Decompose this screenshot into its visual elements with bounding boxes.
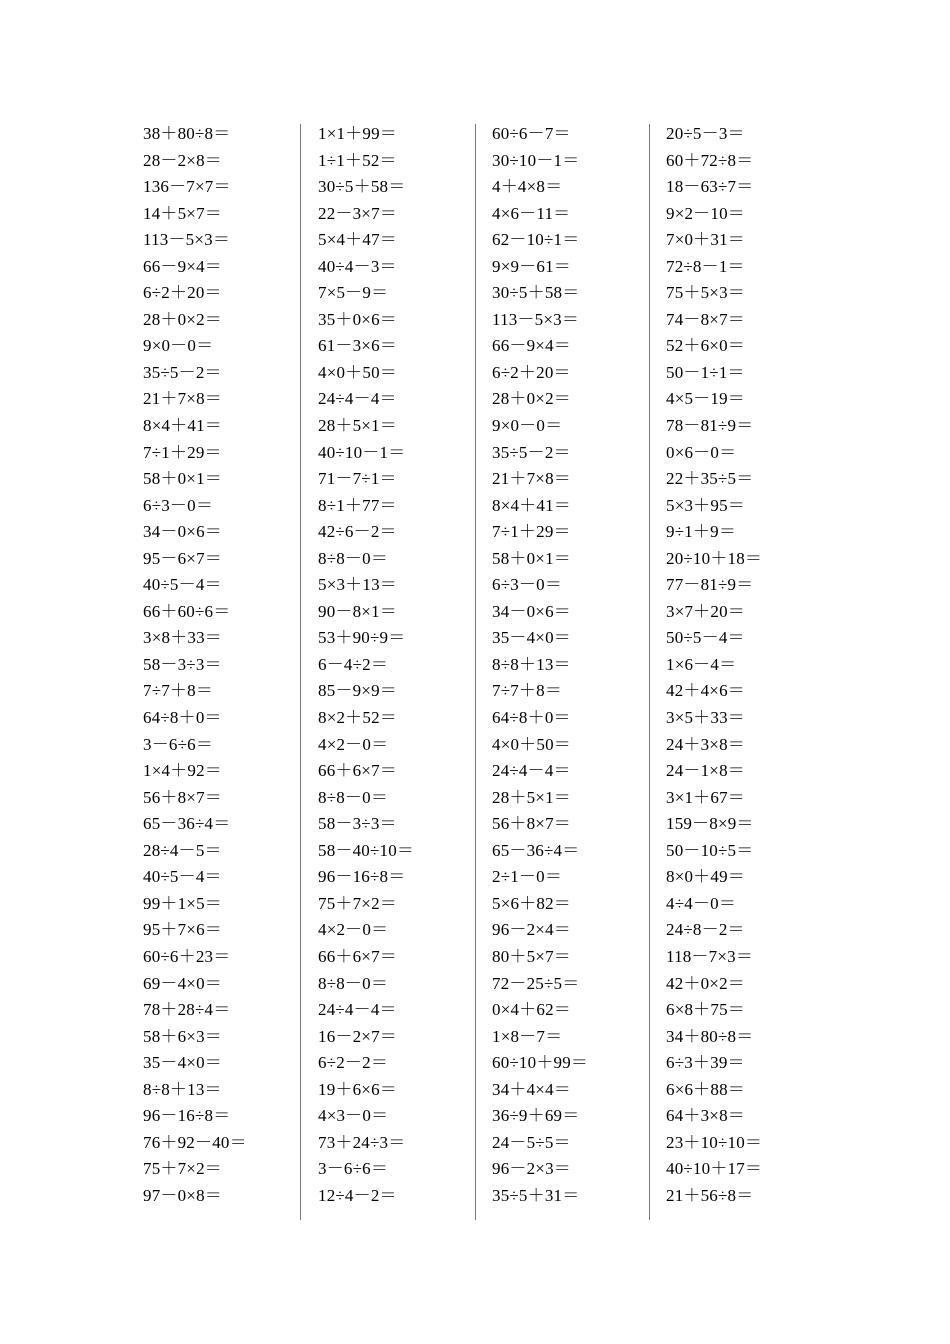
math-problem: 66－9×4＝ bbox=[143, 256, 222, 276]
math-problem: 64÷8＋0＝ bbox=[143, 708, 222, 728]
math-problem: 8÷8＋13＝ bbox=[143, 1079, 222, 1099]
column-divider-3 bbox=[649, 124, 650, 1220]
math-problem: 58－3÷3＝ bbox=[143, 654, 222, 674]
math-problem: 75＋7×2＝ bbox=[143, 1159, 222, 1179]
problem-column-1 bbox=[143, 121, 313, 1209]
math-problem: 58＋6×3＝ bbox=[143, 1026, 222, 1046]
math-problem: 24－5÷5＝ bbox=[492, 1132, 571, 1152]
math-problem: 62－10÷1＝ bbox=[492, 230, 580, 250]
math-problem: 60＋72÷8＝ bbox=[666, 150, 754, 170]
math-problem: 58＋0×1＝ bbox=[492, 548, 571, 568]
math-problem: 28÷4－5＝ bbox=[143, 840, 222, 860]
math-problem: 36÷9＋69＝ bbox=[492, 1106, 580, 1126]
math-problem: 96－2×3＝ bbox=[492, 1159, 571, 1179]
math-problem: 75＋7×2＝ bbox=[318, 893, 397, 913]
math-problem: 8×4＋41＝ bbox=[492, 495, 571, 515]
math-problem: 113－5×3＝ bbox=[492, 309, 580, 329]
math-problem: 66＋60÷6＝ bbox=[143, 601, 231, 621]
math-problem: 75＋5×3＝ bbox=[666, 283, 745, 303]
math-problem: 4＋4×8＝ bbox=[492, 177, 563, 197]
math-problem: 1×1＋99＝ bbox=[318, 124, 397, 143]
math-problem: 21＋56÷8＝ bbox=[666, 1185, 754, 1205]
math-problem: 5×4＋47＝ bbox=[318, 230, 397, 250]
math-problem: 64＋3×8＝ bbox=[666, 1106, 745, 1126]
math-problem: 19＋6×6＝ bbox=[318, 1079, 397, 1099]
math-problem: 118－7×3＝ bbox=[666, 946, 754, 966]
math-problem: 78＋28÷4＝ bbox=[143, 1000, 231, 1020]
math-problem: 6×6＋88＝ bbox=[666, 1079, 745, 1099]
column-divider-2 bbox=[475, 124, 476, 1220]
math-problem: 35÷5＋31＝ bbox=[492, 1185, 580, 1205]
math-problem: 40÷10＋17＝ bbox=[666, 1159, 763, 1179]
math-problem: 80＋5×7＝ bbox=[492, 946, 571, 966]
math-problem: 71－7÷1＝ bbox=[318, 469, 397, 489]
math-problem: 38＋80÷8＝ bbox=[143, 124, 231, 143]
math-problem: 53＋90÷9＝ bbox=[318, 628, 406, 648]
math-problem: 60÷10＋99＝ bbox=[492, 1053, 589, 1073]
math-problem: 24÷4－4＝ bbox=[318, 389, 397, 409]
math-problem: 6×8＋75＝ bbox=[666, 1000, 745, 1020]
math-problem: 61－3×6＝ bbox=[318, 336, 397, 356]
math-problem: 66－9×4＝ bbox=[492, 336, 571, 356]
math-problem: 4×2－0＝ bbox=[318, 920, 389, 940]
math-problem: 2÷1－0＝ bbox=[492, 867, 563, 887]
math-problem: 5×6＋82＝ bbox=[492, 893, 571, 913]
math-problem: 113－5×3＝ bbox=[143, 230, 231, 250]
math-problem: 96－16÷8＝ bbox=[143, 1106, 231, 1126]
math-problem: 28＋5×1＝ bbox=[318, 416, 397, 436]
math-problem: 4×5－19＝ bbox=[666, 389, 745, 409]
math-problem: 96－2×4＝ bbox=[492, 920, 571, 940]
math-problem: 6÷2＋20＝ bbox=[143, 283, 222, 303]
math-problem: 16－2×7＝ bbox=[318, 1026, 397, 1046]
math-problem: 52＋6×0＝ bbox=[666, 336, 745, 356]
math-problem: 1×8－7＝ bbox=[492, 1026, 563, 1046]
math-problem: 60÷6－7＝ bbox=[492, 124, 571, 143]
math-problem: 50－1÷1＝ bbox=[666, 362, 745, 382]
math-problem: 28＋5×1＝ bbox=[492, 787, 571, 807]
math-problem: 3×1＋67＝ bbox=[666, 787, 745, 807]
math-problem: 77－81÷9＝ bbox=[666, 575, 754, 595]
math-problem: 136－7×7＝ bbox=[143, 177, 231, 197]
math-problem: 65－36÷4＝ bbox=[492, 840, 580, 860]
math-problem: 9×0－0＝ bbox=[143, 336, 214, 356]
math-problem: 1÷1＋52＝ bbox=[318, 150, 397, 170]
math-problem: 28＋0×2＝ bbox=[492, 389, 571, 409]
math-problem: 99＋1×5＝ bbox=[143, 893, 222, 913]
math-problem: 35－4×0＝ bbox=[143, 1053, 222, 1073]
math-problem: 66＋6×7＝ bbox=[318, 761, 397, 781]
math-problem: 21＋7×8＝ bbox=[143, 389, 222, 409]
math-problem: 3－6÷6＝ bbox=[143, 734, 214, 754]
math-problem: 3×5＋33＝ bbox=[666, 708, 745, 728]
math-problem: 0×6－0＝ bbox=[666, 442, 737, 462]
math-problem: 30÷5＋58＝ bbox=[318, 177, 406, 197]
math-problem: 65－36÷4＝ bbox=[143, 814, 231, 834]
math-problem: 8×4＋41＝ bbox=[143, 416, 222, 436]
math-problem: 6－4÷2＝ bbox=[318, 654, 389, 674]
math-problem: 7÷7＋8＝ bbox=[492, 681, 563, 701]
math-problem: 22－3×7＝ bbox=[318, 203, 397, 223]
column-divider-1 bbox=[300, 124, 301, 1220]
math-problem: 20÷10＋18＝ bbox=[666, 548, 763, 568]
math-problem: 3－6÷6＝ bbox=[318, 1159, 389, 1179]
math-problem: 8÷1＋77＝ bbox=[318, 495, 397, 515]
math-problem: 40÷5－4＝ bbox=[143, 575, 222, 595]
math-problem: 6÷2－2＝ bbox=[318, 1053, 389, 1073]
math-problem: 30÷5＋58＝ bbox=[492, 283, 580, 303]
math-problem: 40÷4－3＝ bbox=[318, 256, 397, 276]
math-problem: 9×2－10＝ bbox=[666, 203, 745, 223]
problem-column-2 bbox=[318, 121, 488, 1209]
math-problem: 22＋35÷5＝ bbox=[666, 469, 754, 489]
math-problem: 30÷10－1＝ bbox=[492, 150, 580, 170]
math-problem: 7×0＋31＝ bbox=[666, 230, 745, 250]
math-problem: 4×3－0＝ bbox=[318, 1106, 389, 1126]
math-problem: 76＋92－40＝ bbox=[143, 1132, 247, 1152]
math-problem: 6÷3－0＝ bbox=[492, 575, 563, 595]
math-problem: 6÷3－0＝ bbox=[143, 495, 214, 515]
math-problem: 96－16÷8＝ bbox=[318, 867, 406, 887]
math-problem: 8÷8＋13＝ bbox=[492, 654, 571, 674]
math-problem: 12÷4－2＝ bbox=[318, 1185, 397, 1205]
math-problem: 28＋0×2＝ bbox=[143, 309, 222, 329]
math-problem: 8÷8－0＝ bbox=[318, 787, 389, 807]
math-problem: 21＋7×8＝ bbox=[492, 469, 571, 489]
math-problem: 6÷3＋39＝ bbox=[666, 1053, 745, 1073]
problem-column-3 bbox=[492, 121, 662, 1209]
math-problem: 8×0＋49＝ bbox=[666, 867, 745, 887]
math-problem: 90－8×1＝ bbox=[318, 601, 397, 621]
math-problem: 85－9×9＝ bbox=[318, 681, 397, 701]
math-problem: 1×6－4＝ bbox=[666, 654, 737, 674]
math-problem: 9×0－0＝ bbox=[492, 416, 563, 436]
math-problem: 4÷4－0＝ bbox=[666, 893, 737, 913]
math-problem: 34－0×6＝ bbox=[143, 522, 222, 542]
math-problem: 58＋0×1＝ bbox=[143, 469, 222, 489]
math-problem: 56＋8×7＝ bbox=[143, 787, 222, 807]
math-problem: 73＋24÷3＝ bbox=[318, 1132, 406, 1152]
math-problem: 7÷1＋29＝ bbox=[492, 522, 571, 542]
problem-column-4 bbox=[666, 121, 836, 1209]
math-problem: 74－8×7＝ bbox=[666, 309, 745, 329]
math-problem: 42÷6－2＝ bbox=[318, 522, 397, 542]
math-problem: 9÷1＋9＝ bbox=[666, 522, 737, 542]
math-problem: 95＋7×6＝ bbox=[143, 920, 222, 940]
math-problem: 34－0×6＝ bbox=[492, 601, 571, 621]
math-problem: 4×6－11＝ bbox=[492, 203, 571, 223]
math-problem: 20÷5－3＝ bbox=[666, 124, 745, 143]
math-problem: 8÷8－0＝ bbox=[318, 548, 389, 568]
math-problem: 35÷5－2＝ bbox=[143, 362, 222, 382]
math-problem: 72÷8－1＝ bbox=[666, 256, 745, 276]
math-problem: 50－10÷5＝ bbox=[666, 840, 754, 860]
math-problem: 72－25÷5＝ bbox=[492, 973, 580, 993]
math-problem: 40÷10－1＝ bbox=[318, 442, 406, 462]
math-problem: 18－63÷7＝ bbox=[666, 177, 754, 197]
math-problem: 58－3÷3＝ bbox=[318, 814, 397, 834]
math-problem: 5×3＋13＝ bbox=[318, 575, 397, 595]
math-problem: 6÷2＋20＝ bbox=[492, 362, 571, 382]
math-problem: 69－4×0＝ bbox=[143, 973, 222, 993]
math-problem: 35＋0×6＝ bbox=[318, 309, 397, 329]
math-problem: 9×9－61＝ bbox=[492, 256, 571, 276]
math-problem: 78－81÷9＝ bbox=[666, 416, 754, 436]
math-problem: 95－6×7＝ bbox=[143, 548, 222, 568]
math-problem: 35÷5－2＝ bbox=[492, 442, 571, 462]
math-problem: 4×0＋50＝ bbox=[492, 734, 571, 754]
math-problem: 56＋8×7＝ bbox=[492, 814, 571, 834]
math-problem: 24÷4－4＝ bbox=[492, 761, 571, 781]
math-problem: 42＋0×2＝ bbox=[666, 973, 745, 993]
math-problem: 8÷8－0＝ bbox=[318, 973, 389, 993]
math-problem: 24÷8－2＝ bbox=[666, 920, 745, 940]
math-problem: 3×7＋20＝ bbox=[666, 601, 745, 621]
math-problem: 159－8×9＝ bbox=[666, 814, 754, 834]
math-problem: 40÷5－4＝ bbox=[143, 867, 222, 887]
math-problem: 24－1×8＝ bbox=[666, 761, 745, 781]
math-problem: 4×0＋50＝ bbox=[318, 362, 397, 382]
math-problem: 34＋4×4＝ bbox=[492, 1079, 571, 1099]
math-problem: 14＋5×7＝ bbox=[143, 203, 222, 223]
math-problem: 50÷5－4＝ bbox=[666, 628, 745, 648]
math-problem: 7÷1＋29＝ bbox=[143, 442, 222, 462]
math-problem: 97－0×8＝ bbox=[143, 1185, 222, 1205]
math-problem: 3×8＋33＝ bbox=[143, 628, 222, 648]
math-problem: 66＋6×7＝ bbox=[318, 946, 397, 966]
math-problem: 24＋3×8＝ bbox=[666, 734, 745, 754]
math-problem: 8×2＋52＝ bbox=[318, 708, 397, 728]
math-problem: 58－40÷10＝ bbox=[318, 840, 415, 860]
math-problem: 1×4＋92＝ bbox=[143, 761, 222, 781]
math-problem: 60÷6＋23＝ bbox=[143, 946, 231, 966]
math-problem: 0×4＋62＝ bbox=[492, 1000, 571, 1020]
math-problem: 28－2×8＝ bbox=[143, 150, 222, 170]
math-problem: 7÷7＋8＝ bbox=[143, 681, 214, 701]
math-problem: 23＋10÷10＝ bbox=[666, 1132, 763, 1152]
math-problem: 4×2－0＝ bbox=[318, 734, 389, 754]
math-problem: 5×3＋95＝ bbox=[666, 495, 745, 515]
math-problem: 7×5－9＝ bbox=[318, 283, 389, 303]
math-problem: 24÷4－4＝ bbox=[318, 1000, 397, 1020]
math-problem: 42＋4×6＝ bbox=[666, 681, 745, 701]
math-problem: 35－4×0＝ bbox=[492, 628, 571, 648]
math-problem: 34＋80÷8＝ bbox=[666, 1026, 754, 1046]
math-problem: 64÷8＋0＝ bbox=[492, 708, 571, 728]
